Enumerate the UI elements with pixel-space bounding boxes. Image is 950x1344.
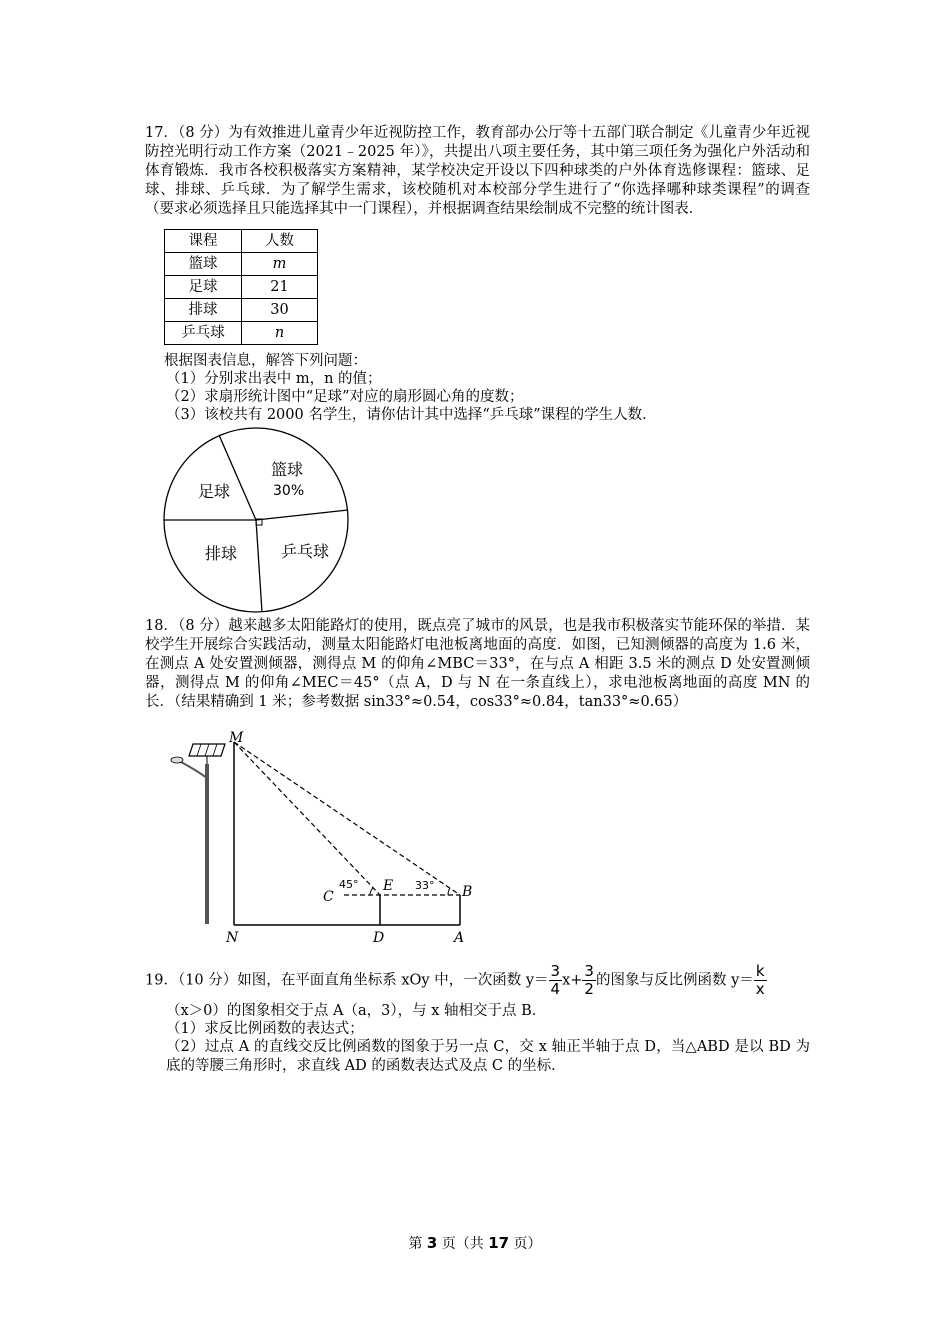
lamp-arm <box>177 760 207 778</box>
fraction-denominator: x <box>755 980 765 998</box>
table-row <box>165 322 318 345</box>
table-row <box>165 276 318 299</box>
question-19-line2: （x＞0）的图象相交于点 A（a，3），与 x 轴相交于点 B． <box>166 1003 547 1019</box>
pie-label-basketball: 篮球 <box>271 460 304 479</box>
table-row <box>165 253 318 276</box>
footer-pre: 第 <box>408 1236 427 1252</box>
table-cell-course: 乒乓球 <box>165 322 242 345</box>
pie-label-pingpong: 乒乓球 <box>281 542 330 561</box>
label-B: B <box>462 884 473 900</box>
label-A: A <box>454 930 465 946</box>
sight-line-MB <box>234 742 460 895</box>
question-19-mid: x+ <box>562 972 583 989</box>
label-M: M <box>229 730 244 746</box>
pie-label-volleyball: 排球 <box>205 544 238 563</box>
label-E: E <box>383 878 394 894</box>
question-19-sub2: （2）过点 A 的直线交反比例函数的图象于另一点 C，交 x 轴正半轴于点 D，当△ABD 是以 BD 为底的等腰三角形时，求直线 AD 的函数表达式及点 C 的坐标． <box>166 1039 810 1074</box>
question-18-text <box>145 617 810 712</box>
solar-lamp-figure <box>163 728 483 946</box>
question-17-sub1: （1）分别求出表中 m，n 的值； <box>166 371 382 387</box>
fraction-k-x <box>754 963 767 998</box>
angle-label-45: 45° <box>339 878 359 891</box>
question-19-text <box>145 963 810 998</box>
label-C: C <box>323 889 334 905</box>
table-cell-course: 排球 <box>165 299 242 322</box>
table-cell-count: 30 <box>242 299 318 322</box>
page-footer <box>0 1233 950 1253</box>
table-row <box>165 299 318 322</box>
question-18-body: ．（8 分）越来越多太阳能路灯的使用，既点亮了城市的风景，也是我市积极落实节能环保的举措．某校学生开展综合实践活动，测量太阳能路灯电池板离地面的高度．如图，已知测倾器的高度为 1.6 米，在测点 A 处安置测倾器，测得点 M 的仰角∠MBC＝33°，在与点 A 相距 3.5 米的测点 D 处安置测倾器，测得点 M 的仰角∠MEC＝45°（点 A，D 与 N 在一条直线上），求电池板离地面的高度 MN 的长．（结果精确到 1 米；参考数据 sin33°≈0.54，cos33°≈0.84，tan33°≈0.65） <box>145 618 810 710</box>
footer-mid: 页（共 <box>437 1236 489 1252</box>
table-header-row <box>165 230 318 253</box>
question-18-number: 18 <box>145 618 164 634</box>
question-19-mid2: 的图象与反比例函数 y＝ <box>595 972 754 989</box>
table-cell-course: 篮球 <box>165 253 242 276</box>
table-header-course: 课程 <box>165 230 242 253</box>
table-cell-count: 21 <box>242 276 318 299</box>
table-cell-course: 足球 <box>165 276 242 299</box>
question-17-prompt: 根据图表信息，解答下列问题： <box>164 353 367 369</box>
fraction-denominator: 2 <box>584 980 594 998</box>
fraction-3-4 <box>549 963 563 998</box>
question-17-number: 17 <box>145 125 164 141</box>
question-17-sub2: （2）求扇形统计图中“足球”对应的扇形圆心角的度数； <box>166 389 524 405</box>
question-19-number: 19 <box>145 972 164 989</box>
sight-line-ME <box>234 742 380 895</box>
question-17-body: ．（8 分）为有效推进儿童青少年近视防控工作，教育部办公厅等十五部门联合制定《儿童青少年近视防控光明行动工作方案（2021﹣2025 年）》，共提出八项主要任务，其中第三项任务为强化户外活动和体育锻炼．我市各校积极落实方案精神，某学校决定开设以下四种球类的户外体育选修课程：篮球、足球、排球、乒乓球．为了解学生需求，该校随机对本校部分学生进行了“你选择哪种球类课程”的调查（要求必须选择且只能选择其中一门课程），并根据调查结果绘制成不完整的统计图表． <box>145 125 810 217</box>
pie-pct-basketball: 30% <box>273 483 305 499</box>
fraction-3-2 <box>582 963 596 998</box>
angle-label-33: 33° <box>415 879 435 892</box>
label-D: D <box>373 930 385 946</box>
footer-page-number: 3 <box>426 1234 438 1252</box>
footer-total-pages: 17 <box>488 1234 510 1252</box>
question-17-text <box>145 124 810 219</box>
fraction-numerator: 3 <box>584 962 594 980</box>
angle-arc-33 <box>448 888 450 895</box>
table-cell-count: m <box>242 253 318 276</box>
fraction-numerator: 3 <box>550 962 561 980</box>
question-19-head: ．（10 分）如图，在平面直角坐标系 xOy 中，一次函数 y＝ <box>163 972 549 989</box>
question-19-sub1: （1）求反比例函数的表达式； <box>166 1021 364 1037</box>
lamp-head-icon <box>171 757 183 763</box>
label-N: N <box>226 930 239 946</box>
course-count-table <box>164 229 318 345</box>
question-17-sub3: （3）该校共有 2000 名学生，请你估计其中选择“乒乓球”课程的学生人数． <box>166 407 657 423</box>
fraction-numerator: k <box>754 963 767 981</box>
angle-arc-45 <box>370 888 373 895</box>
footer-post: 页） <box>509 1236 542 1252</box>
table-cell-count: n <box>242 322 318 345</box>
fraction-denominator: 4 <box>550 980 561 998</box>
pie-label-football: 足球 <box>198 482 231 501</box>
table-header-count: 人数 <box>242 230 318 253</box>
pie-chart-figure <box>163 425 363 615</box>
